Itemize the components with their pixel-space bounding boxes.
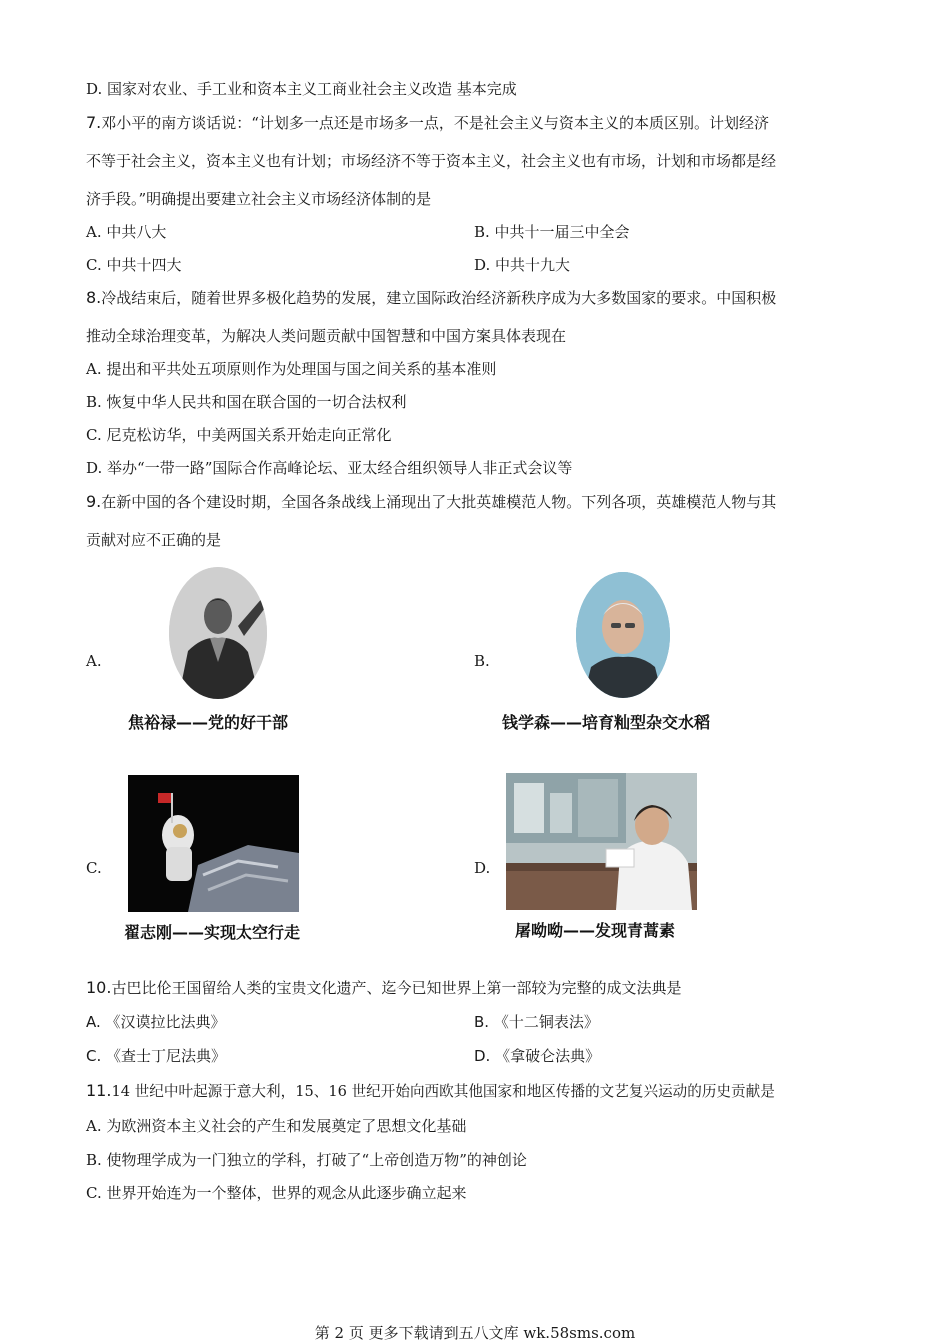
q11-option-c: C. 世界开始连为一个整体，世界的观念从此逐步确立起来 <box>86 1184 467 1202</box>
q8-option-b: B. 恢复中华人民共和国在联合国的一切合法权利 <box>86 393 407 411</box>
q9-option-a-letter: A. <box>86 652 102 670</box>
q7-line1: 7.邓小平的南方谈话说：“计划多一点还是市场多一点，不是社会主义与资本主义的本质区别。计划经济 <box>86 113 769 132</box>
q11-option-b: B. 使物理学成为一门独立的学科，打破了“上帝创造万物”的神创论 <box>86 1151 527 1169</box>
q7-option-d: D. 中共十九大 <box>474 256 571 274</box>
q7-option-c: C. 中共十四大 <box>86 256 182 274</box>
q10-option-b: B. 《十二铜表法》 <box>474 1013 599 1031</box>
q11-line: 11.14 世纪中叶起源于意大利，15、16 世纪开始向西欧其他国家和地区传播的文艺复兴运动的历史贡献是 <box>86 1081 775 1100</box>
q9-caption-d: 屠呦呦——发现青蒿素 <box>515 921 676 940</box>
q10-option-a: A. 《汉谟拉比法典》 <box>86 1013 226 1031</box>
q8-option-c: C. 尼克松访华，中美两国关系开始走向正常化 <box>86 426 392 444</box>
q9-caption-b: 钱学森——培育籼型杂交水稻 <box>502 713 711 732</box>
q9-line1: 9.在新中国的各个建设时期，全国各条战线上涌现出了大批英雄模范人物。下列各项，英雄模范人物与其 <box>86 492 777 511</box>
q7-number: 7. <box>86 113 102 132</box>
q9-number: 9. <box>86 492 102 511</box>
q8-line2: 推动全球治理变革，为解决人类问题贡献中国智慧和中国方案具体表现在 <box>86 327 567 345</box>
q7-option-a: A. 中共八大 <box>86 223 167 241</box>
q7-line3: 济手段。”明确提出要建立社会主义市场经济体制的是 <box>86 190 432 208</box>
q10-number: 10. <box>86 978 112 997</box>
portrait-photo-b <box>575 571 671 699</box>
q9-option-b-letter: B. <box>474 652 490 670</box>
q9-option-d-letter: D. <box>474 859 491 877</box>
q10-line: 10.古巴比伦王国留给人类的宝贵文化遗产、迄今已知世界上第一部较为完整的成文法典是 <box>86 978 682 997</box>
q7-option-b: B. 中共十一届三中全会 <box>474 223 630 241</box>
lab-photo-d <box>506 773 697 910</box>
space-walk-photo-c <box>128 775 299 912</box>
q11-number: 11. <box>86 1081 112 1100</box>
q8-line1: 8.冷战结束后，随着世界多极化趋势的发展，建立国际政治经济新秩序成为大多数国家的要求。中国积极 <box>86 288 777 307</box>
page-footer: 第 2 页 更多下载请到五八文库 wk.58sms.com <box>314 1324 636 1342</box>
q9-caption-c: 翟志刚——实现太空行走 <box>124 923 301 942</box>
q8-number: 8. <box>86 288 102 307</box>
q11-option-a: A. 为欧洲资本主义社会的产生和发展奠定了思想文化基础 <box>86 1117 467 1135</box>
q8-option-d: D. 举办“一带一路”国际合作高峰论坛、亚太经合组织领导人非正式会议等 <box>86 459 573 477</box>
q8-option-a: A. 提出和平共处五项原则作为处理国与国之间关系的基本准则 <box>86 360 497 378</box>
q9-caption-a: 焦裕禄——党的好干部 <box>128 713 289 732</box>
prev-option-d: D. 国家对农业、手工业和资本主义工商业社会主义改造 基本完成 <box>86 80 517 98</box>
q7-line2: 不等于社会主义，资本主义也有计划；市场经济不等于资本主义，社会主义也有市场，计划和市场都是经 <box>86 152 777 170</box>
q9-line2: 贡献对应不正确的是 <box>86 531 222 549</box>
q10-option-d: D. 《拿破仑法典》 <box>474 1047 601 1065</box>
q10-option-c: C. 《查士丁尼法典》 <box>86 1047 227 1065</box>
q9-option-c-letter: C. <box>86 859 102 877</box>
portrait-photo-a <box>168 566 268 700</box>
